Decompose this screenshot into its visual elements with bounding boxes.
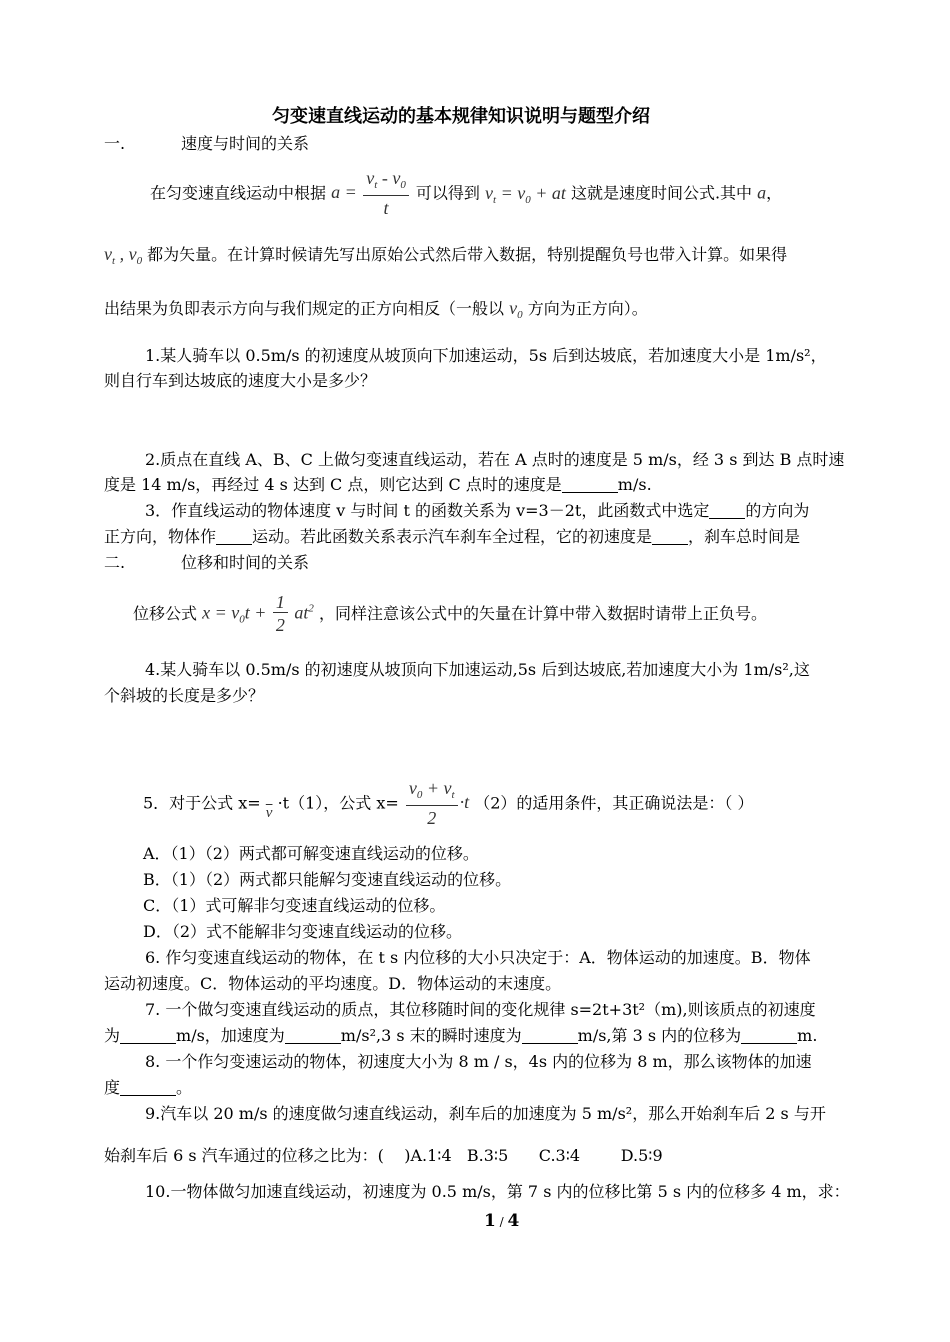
- question-text: 为 m/s，加速度为 m/s²,3 s 末的瞬时速度为 m/s,第 3 s 内的位移为 m.: [104, 1026, 818, 1045]
- formula-fraction: $\frac{1}{2}$: [273, 592, 288, 637]
- question-text: 2.质点在直线 A、B、C 上做匀变速直线运动，若在 A 点时的速度是 5 m/s，经 3 s 到达 B 点时速: [145, 450, 845, 469]
- answer-blank[interactable]: [120, 1027, 176, 1044]
- question-text: 个斜坡的长度是多少？: [104, 686, 265, 705]
- question-text: 始刹车后 6 s 汽车通过的位移之比为：( )A.1∶4 B.3∶5 C.3∶4 D.5∶9: [104, 1146, 663, 1165]
- answer-blank[interactable]: [741, 1027, 797, 1044]
- velocity-formula: $v_t = v_0$ + at: [485, 182, 566, 206]
- intro-line-2: $v_t$ , $v_0$ 都为矢量。在计算时候请先写出原始公式然后带入数据，特别提醒负号也带入计算。如果得: [104, 244, 788, 267]
- answer-blank[interactable]: [522, 1027, 578, 1044]
- formula-fraction: $\frac{v_0 + v_t}{2}$: [406, 778, 458, 830]
- intro-line-3: 出结果为负即表示方向与我们规定的正方向相反（一般以 $v_0$ 方向为正方向）。: [104, 298, 648, 321]
- question-text: 1.某人骑车以 0.5m/s 的初速度从坡顶向下加速运动，5s 后到达坡底，若加速度大小是 1m/s²，: [145, 346, 827, 365]
- average-velocity-symbol: $\overline{v}$: [265, 804, 273, 821]
- option-b[interactable]: B．（1）（2）两式都只能解匀变速直线运动的位移。: [143, 870, 512, 889]
- question-text: 6. 作匀变速直线运动的物体，在 t s 内位移的大小只决定于：A．物体运动的加速度。B．物体: [145, 948, 811, 967]
- answer-blank[interactable]: [652, 528, 688, 545]
- answer-blank[interactable]: [216, 528, 252, 545]
- question-text: 7. 一个做匀变速直线运动的质点，其位移随时间的变化规律 s=2t+3t²（m),则该质点的初速度: [145, 1000, 816, 1019]
- section-number: 一.: [104, 134, 126, 153]
- question-text: 9.汽车以 20 m/s 的速度做匀速直线运动，刹车后的加速度为 5 m/s²，那么开始刹车后 2 s 与开: [145, 1104, 826, 1123]
- question-text: 3．作直线运动的物体速度 v 与时间 t 的函数关系为 v=3－2t，此函数式中选定 的方向为: [145, 501, 810, 520]
- question-text: 5．对于公式 $x= \overline{v} \cdot t(1)$，公式 x= $\frac{v_0 + v_t}{2}$ ·t （2）的适用条件，其正确说法是：（ ）: [143, 778, 754, 828]
- question-text: 8. 一个作匀变速运动的物体，初速度大小为 8 m / s，4s 内的位移为 8 m，那么该物体的加速: [145, 1052, 812, 1071]
- option-c[interactable]: C．（1）式可解非匀变速直线运动的位移。: [143, 896, 446, 915]
- displacement-formula: $x = v_0t$ + $\frac{1}{2}$ $at^2$: [202, 592, 314, 635]
- question-text: 度是 14 m/s，再经过 4 s 达到 C 点，则它达到 C 点时的速度是 m/s.: [104, 475, 652, 494]
- intro-line-1: 在匀变速直线运动中根据 a = $\frac{v_t - v_0}{t}$ 可以得到 $v_t = v_0$ + at 这就是速度时间公式.其中 a，: [150, 168, 783, 218]
- answer-blank[interactable]: [285, 1027, 341, 1044]
- question-text: 度 。: [104, 1078, 193, 1097]
- section-title: 位移和时间的关系: [181, 553, 310, 572]
- answer-blank[interactable]: [709, 502, 745, 519]
- answer-blank[interactable]: [562, 476, 618, 493]
- question-text: 正方向，物体作 运动。若此函数关系表示汽车刹车全过程，它的初速度是 ，刹车总时间是: [104, 527, 801, 546]
- acceleration-formula: a = $\frac{v_t - v_0}{t}$: [331, 168, 411, 220]
- symbol-a: a: [757, 182, 767, 203]
- section-number: 二.: [104, 553, 126, 572]
- formula-fraction: $\frac{v_t - v_0}{t}$: [363, 168, 409, 220]
- page-number: 1 / 4: [484, 1211, 520, 1231]
- question-text: 运动初速度。C．物体运动的平均速度。D．物体运动的末速度。: [104, 974, 562, 993]
- symbols-vt-v0: $v_t$ , $v_0$: [104, 244, 143, 267]
- answer-blank[interactable]: [120, 1079, 176, 1096]
- average-formula: $\frac{v_0 + v_t}{2}$ ·t: [404, 778, 469, 830]
- option-a[interactable]: A．（1）（2）两式都可解变速直线运动的位移。: [143, 844, 479, 863]
- option-d[interactable]: D．（2）式不能解非匀变速直线运动的位移。: [143, 922, 463, 941]
- question-10: 10.一物体做匀加速直线运动，初速度为 0.5 m/s，第 7 s 内的位移比第 5 s 内的位移多 4 m，求：: [145, 1182, 850, 1201]
- section-title: 速度与时间的关系: [181, 134, 310, 153]
- intro-paragraph-2: 位移公式 $x = v_0t$ + $\frac{1}{2}$ $at^2$ ，同样注意该公式中的矢量在计算中带入数据时请带上正负号。: [133, 592, 768, 635]
- question-text: 4.某人骑车以 0.5m/s 的初速度从坡顶向下加速运动,5s 后到达坡底,若加速度大小为 1m/s²,这: [145, 660, 810, 679]
- symbol-v0: $v_0$: [509, 298, 523, 321]
- page-title: 匀变速直线运动的基本规律知识说明与题型介绍: [272, 106, 650, 127]
- question-text: 则自行车到达坡底的速度大小是多少？: [104, 371, 377, 390]
